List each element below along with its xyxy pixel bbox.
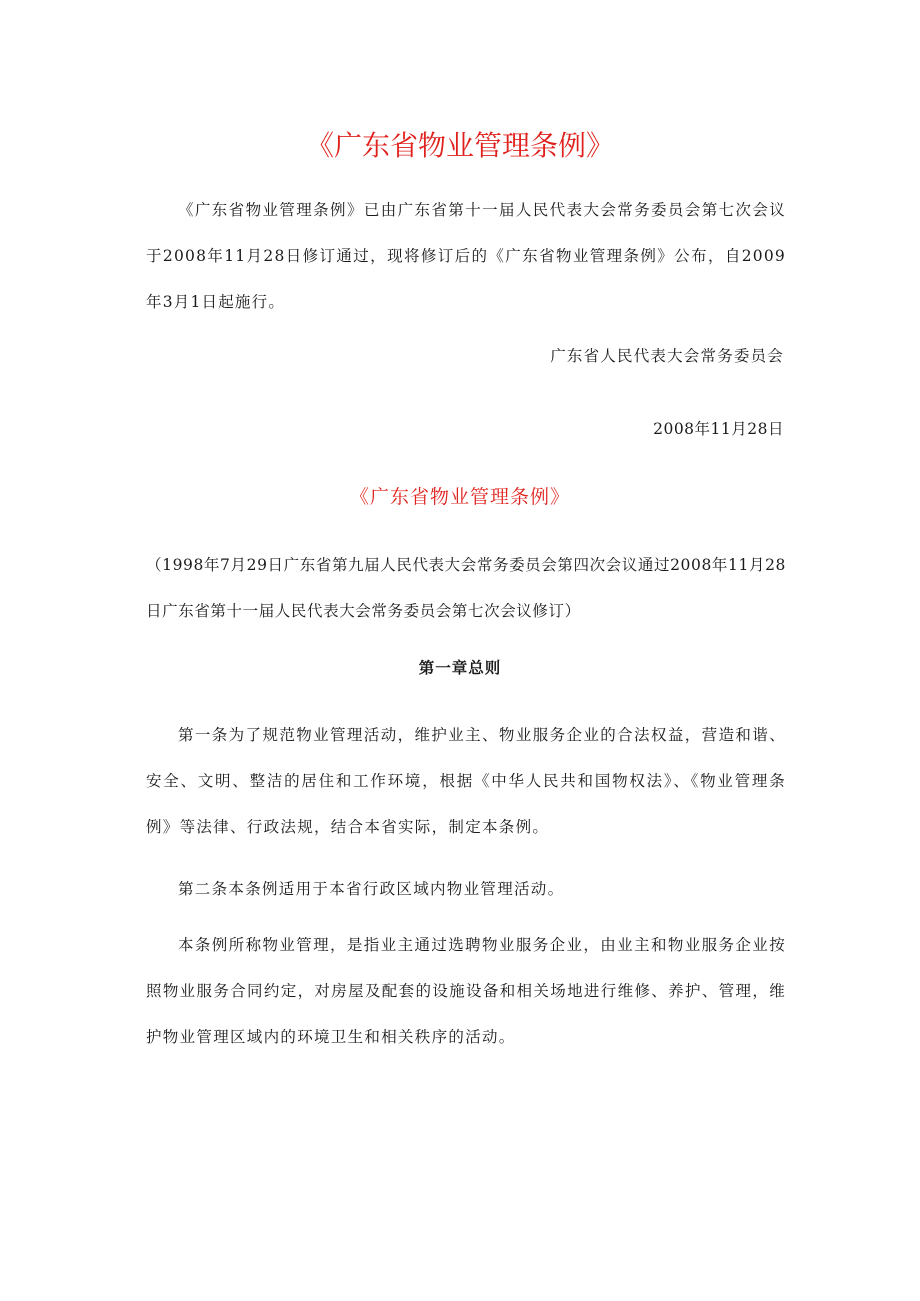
article-1: 第一条为了规范物业管理活动，维护业主、物业服务企业的合法权益，营造和谐、安全、文明、整洁的居住和工作环境，根据《中华人民共和国物权法》、《物业管理条例》等法律、行政法规，结合本省实际，制定本条例。 <box>146 726 786 836</box>
main-title: 《广东省物业管理条例》 <box>305 129 614 162</box>
announcement-paragraph: 《广东省物业管理条例》已由广东省第十一届人民代表大会常务委员会第七次会议于2008年11月28日修订通过，现将修订后的《广东省物业管理条例》公布，自2009年3月1日起施行。 <box>146 201 786 311</box>
history-note: （1998年7月29日广东省第九届人民代表大会常务委员会第四次会议通过2008年11月28日广东省第十一届人民代表大会常务委员会第七次会议修订） <box>146 556 786 620</box>
article-2: 第二条本条例适用于本省行政区域内物业管理活动。 <box>178 880 565 898</box>
signature-date: 2008年11月28日 <box>653 420 784 438</box>
chapter-1-title: 第一章总则 <box>418 658 502 677</box>
signature-organization: 广东省人民代表大会常务委员会 <box>550 347 784 365</box>
article-2-paragraph-2: 本条例所称物业管理，是指业主通过选聘物业服务企业，由业主和物业服务企业按照物业服务合同约定，对房屋及配套的设施设备和相关场地进行维修、养护、管理，维护物业管理区域内的环境卫生和相关秩序的活动。 <box>146 936 786 1046</box>
sub-title: 《广东省物业管理条例》 <box>349 486 570 508</box>
